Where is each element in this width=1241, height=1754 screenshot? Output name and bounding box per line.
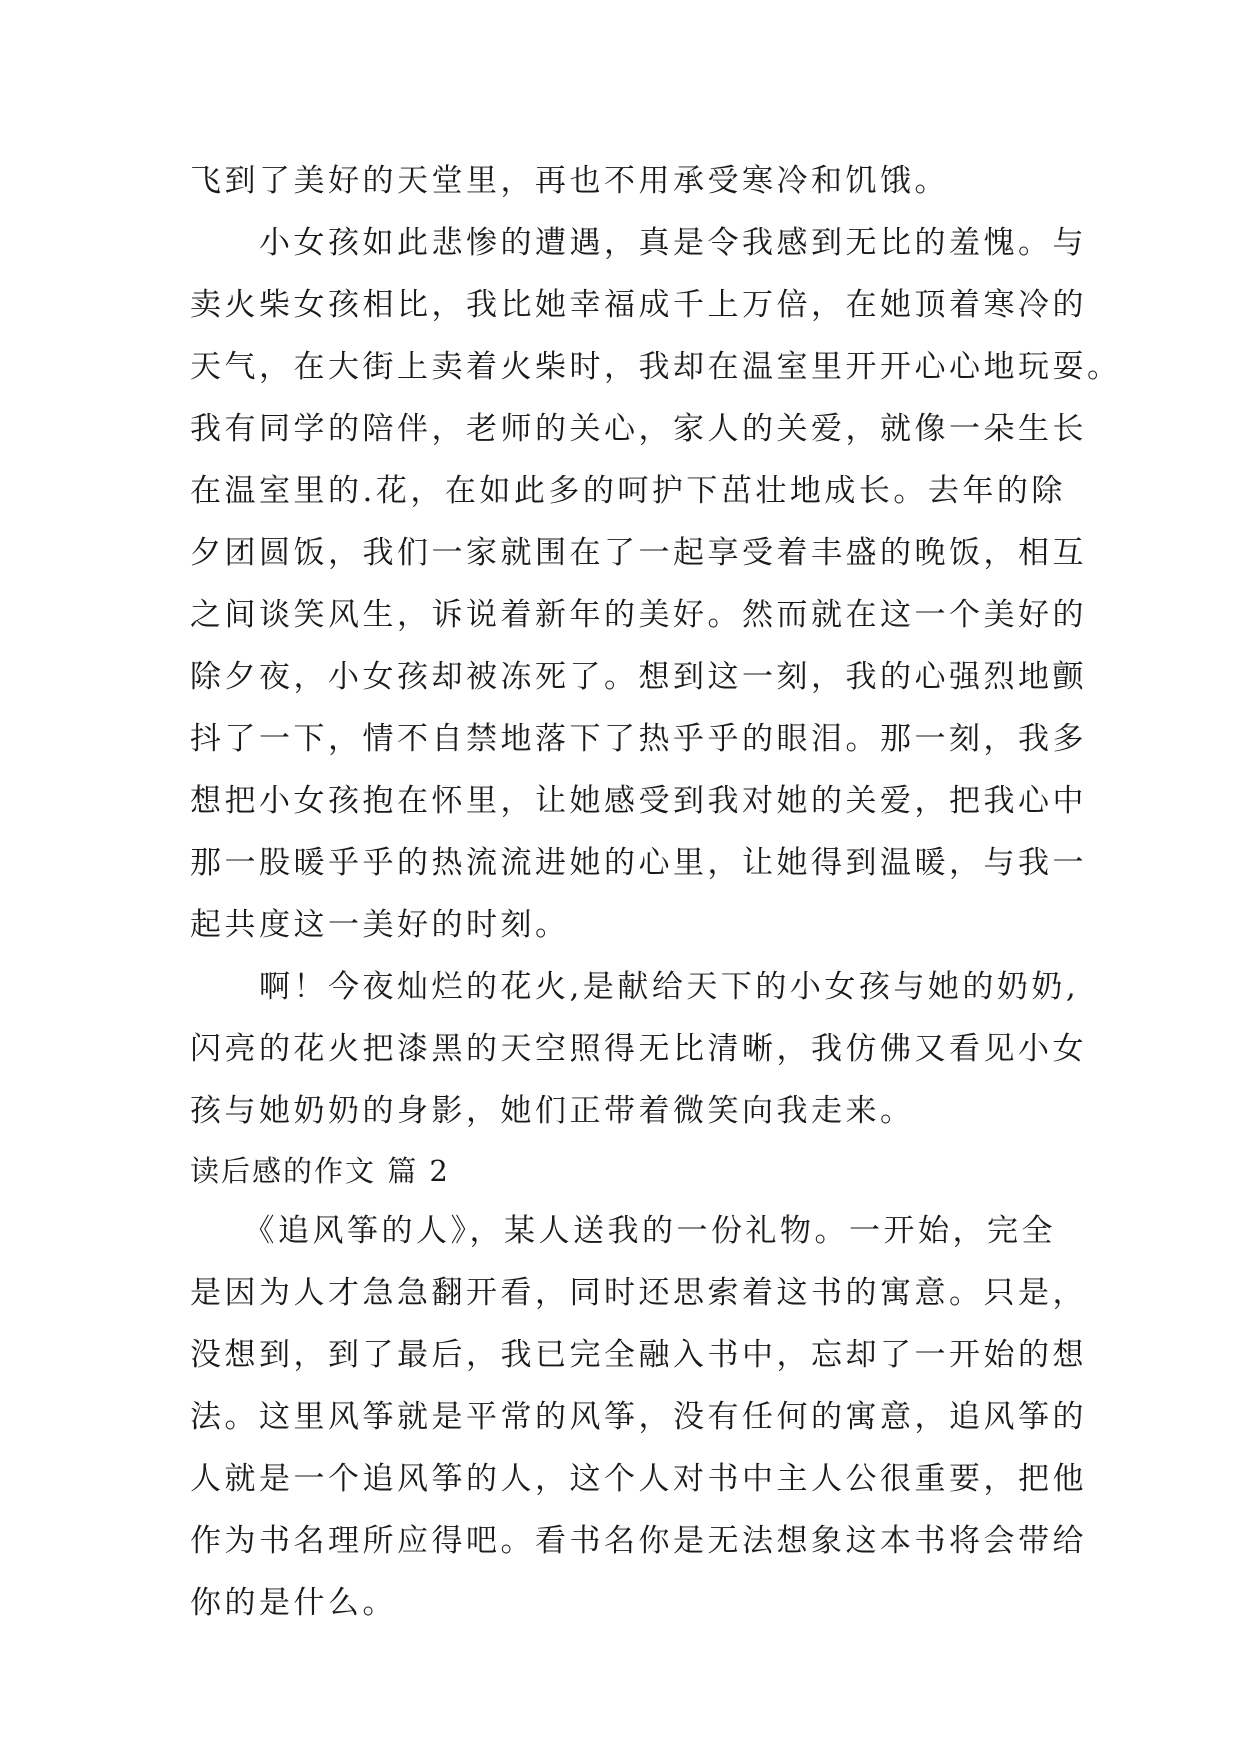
text-line: 想把小女孩抱在怀里，让她感受到我对她的关爱，把我心中 [190,783,1087,819]
text-line: 《追风筝的人》，某人送我的一份礼物。一开始，完全 [190,1213,1056,1249]
section-heading: 读后感的作文 篇 2 [190,1154,450,1188]
document-body [190,150,1122,1634]
text-line: 卖火柴女孩相比，我比她幸福成千上万倍，在她顶着寒冷的 [190,287,1087,323]
text-line: 我有同学的陪伴，老师的关心，家人的关爱，就像一朵生长 [190,411,1087,447]
text-line: 在温室里的.花，在如此多的呵护下茁壮地成长。去年的除 [190,473,1066,509]
text-line: 孩与她奶奶的身影，她们正带着微笑向我走来。 [190,1093,915,1129]
text-line: 作为书名理所应得吧。看书名你是无法想象这本书将会带给 [190,1523,1087,1559]
text-line: 起共度这一美好的时刻。 [190,907,570,943]
text-line: 你的是什么。 [190,1585,397,1621]
text-line: 飞到了美好的天堂里，再也不用承受寒冷和饥饿。 [190,163,949,199]
text-line: 那一股暖乎乎的热流流进她的心里，让她得到温暖，与我一 [190,845,1087,881]
text-line: 抖了一下，情不自禁地落下了热乎乎的眼泪。那一刻，我多 [190,721,1087,757]
text-line: 之间谈笑风生，诉说着新年的美好。然而就在这一个美好的 [190,597,1087,633]
text-line: 法。这里风筝就是平常的风筝，没有任何的寓意，追风筝的 [190,1399,1087,1435]
text-line: 没想到，到了最后，我已完全融入书中，忘却了一开始的想 [190,1337,1087,1373]
text-line: 闪亮的花火把漆黑的天空照得无比清晰，我仿佛又看见小女 [190,1031,1087,1067]
text-line: 除夕夜，小女孩却被冻死了。想到这一刻，我的心强烈地颤 [190,659,1087,695]
text-line: 是因为人才急急翻开看，同时还思索着这书的寓意。只是， [190,1275,1087,1311]
text-line: 夕团圆饭，我们一家就围在了一起享受着丰盛的晚饭，相互 [190,535,1087,571]
text-line: 天气，在大街上卖着火柴时，我却在温室里开开心心地玩耍。 [190,349,1122,385]
text-line: 小女孩如此悲惨的遭遇，真是令我感到无比的羞愧。与 [190,225,1087,261]
text-line: 啊！今夜灿烂的花火,是献给天下的小女孩与她的奶奶, [190,969,1080,1005]
text-line: 人就是一个追风筝的人，这个人对书中主人公很重要，把他 [190,1461,1087,1497]
